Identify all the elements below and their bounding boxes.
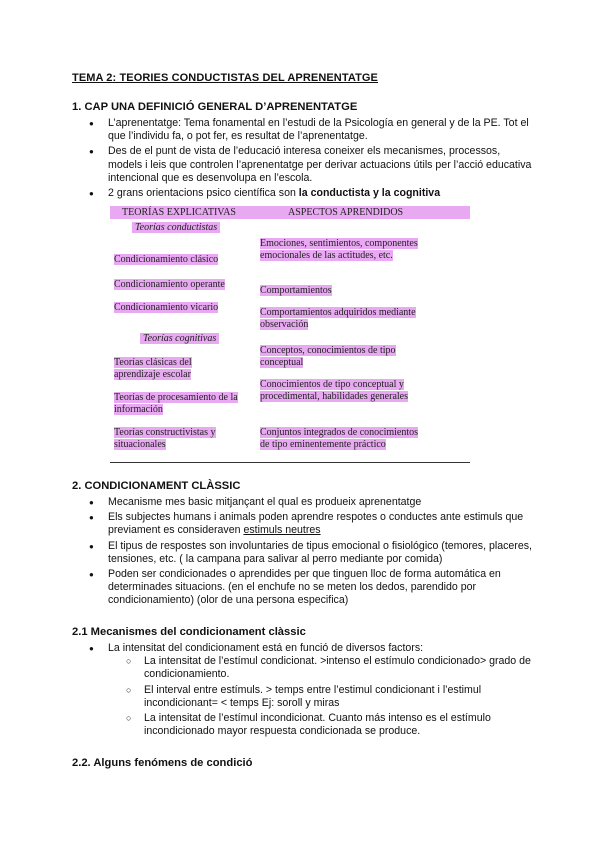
list-item: ● Poden ser condicionades o aprendides per que tinguen lloc de forma automática en determinades situacions. (en el enchufe no se meten los dedos, parendido por condicionamiento) (olor de una persona especifica) bbox=[72, 568, 532, 608]
list-item-bold-text: la conductista y la cognitiva bbox=[298, 187, 441, 200]
table-header-aspects: ASPECTOS APRENDIDOS bbox=[288, 207, 404, 218]
section-1-list bbox=[72, 117, 532, 202]
table-cell-right: Conocimientos de tipo conceptual y procedimental, habilidades generales bbox=[260, 379, 408, 402]
table-cell-left: Teorías constructivistas y situacionales bbox=[114, 427, 216, 450]
table-cell-left: Condicionamiento operante bbox=[114, 279, 225, 290]
section-2-2-heading: 2.2. Alguns fenómens de condició bbox=[72, 757, 253, 769]
theories-table-image bbox=[110, 205, 470, 463]
table-cell-right: Conceptos, conocimientos de tipo conceptual bbox=[260, 345, 396, 368]
section-2-1-sublist bbox=[108, 655, 532, 738]
table-cell-left: Teorías clásicas del aprendizaje escolar bbox=[114, 357, 192, 380]
section-2-1-heading: 2.1 Mecanismes del condicionament clàssic bbox=[72, 626, 306, 638]
list-item: ● El tipus de respostes son involuntaries de tipus emocional o fisiológico (temores, placeres, tensiones, etc. ( la campana para salivar al perro mediante por comida) bbox=[72, 540, 532, 566]
section-2-1-list bbox=[72, 642, 532, 740]
sublist-item: ○ El interval entre estímuls. > temps entre l’estimul condicionant i l’estimul incondicionant= < temps Ej: soroll y miras bbox=[108, 684, 532, 710]
table-bottom-rule bbox=[110, 462, 470, 463]
document-title: TEMA 2: TEORIES CONDUCTISTAS DEL APRENENTATGE bbox=[72, 72, 378, 84]
table-cell-left: Condicionamiento vicario bbox=[114, 302, 219, 313]
sublist-item: ○ La intensitat de l’estímul condicionat. >intenso el estímulo condicionado> grado de condicionamiento. bbox=[108, 655, 532, 681]
section-1-heading: 1. CAP UNA DEFINICIÓ GENERAL D’APRENENTATGE bbox=[72, 101, 358, 113]
table-header-theories: TEORÍAS EXPLICATIVAS bbox=[122, 207, 236, 218]
section-2-list bbox=[72, 496, 532, 610]
list-item: ● Des de el punt de vista de l’educació interesa coneixer els mecanismes, processos, models i leis que controlen l’aprenentatge per derivar actuacions útils per l’acció educativa intencional que es desenvolupa en l’escola. bbox=[72, 145, 532, 185]
table-cell-right: Comportamientos adquiridos mediante observación bbox=[260, 307, 416, 330]
list-item: ● L’aprenentatge: Tema fonamental en l’estudi de la Psicología en general y de la PE. Tot el que l’individu fa, o pot fer, es resultat de l’aprenentatge. bbox=[72, 117, 532, 143]
table-cell-right: Conjuntos integrados de conocimientos de tipo eminentemente práctico bbox=[260, 427, 419, 450]
table-subheading-conductistas: Teorías conductistas bbox=[132, 222, 220, 233]
sublist-item: ○ La intensitat de l’estímul incondicionat. Cuanto más intenso es el estímulo incondicionado mayor respuesta condicionada se produce. bbox=[108, 712, 532, 738]
list-item-text: Els subjectes humans i animals poden aprendre respotes o conductes ante estimuls que previament es consideraven bbox=[108, 511, 524, 537]
section-2-heading: 2. CONDICIONAMENT CLÀSSIC bbox=[72, 480, 241, 492]
table-cell-left: Teorías de procesamiento de la información bbox=[114, 392, 238, 415]
underlined-term: estimuls neutres bbox=[243, 524, 321, 537]
table-cell-left: Condicionamiento clásico bbox=[114, 254, 219, 265]
list-item-text: 2 grans orientacions psico científica son bbox=[108, 187, 299, 200]
list-item bbox=[72, 511, 532, 537]
table-subheading-cognitivas: Teorías cognitivas bbox=[140, 333, 219, 344]
list-item bbox=[72, 642, 532, 738]
list-item-text: La intensitat del condicionament está en funció de diversos factors: bbox=[108, 642, 424, 654]
table-cell-right: Emociones, sentimientos, componentes emocionales de las actitudes, etc. bbox=[260, 238, 418, 261]
list-item bbox=[72, 187, 532, 200]
table-cell-right: Comportamientos bbox=[260, 285, 332, 296]
list-item: ● Mecanisme mes basic mitjançant el qual es produeix aprenentatge bbox=[72, 496, 532, 509]
